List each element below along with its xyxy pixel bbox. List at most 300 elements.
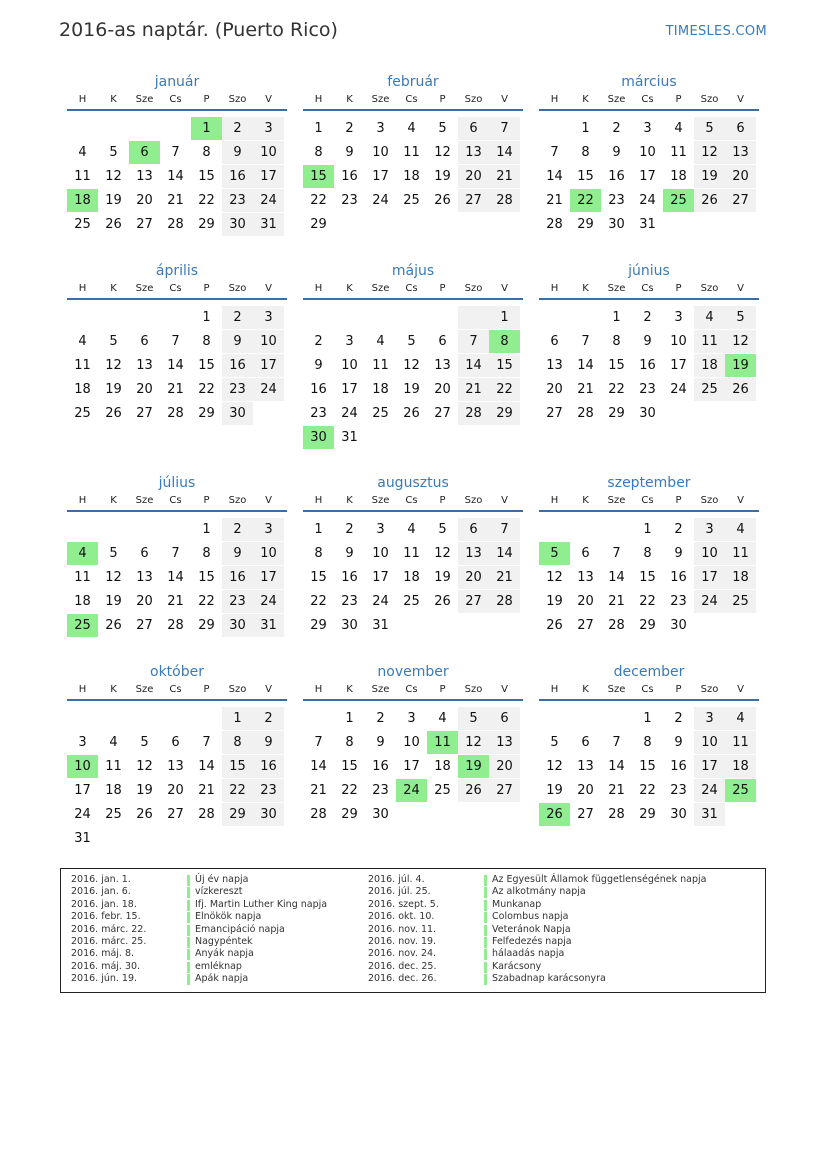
calendar-day: 25 <box>434 783 451 798</box>
calendar-day: 3 <box>345 334 354 349</box>
weekend-empty-cell <box>725 803 756 826</box>
legend-date: 2016. jan. 1. <box>71 874 131 885</box>
calendar-day: 11 <box>403 145 420 160</box>
calendar-day: 16 <box>222 354 253 377</box>
holiday-day: 22 <box>570 189 601 212</box>
month-block <box>539 473 759 680</box>
holiday-day: 25 <box>725 779 756 802</box>
legend-holiday-name: Munkanap <box>492 898 542 910</box>
weekday-label: H <box>314 94 323 105</box>
legend-row <box>368 874 758 887</box>
calendar-day: 5 <box>694 117 725 140</box>
weekday-label: Cs <box>641 283 654 294</box>
calendar-day: 8 <box>314 546 323 561</box>
calendar-day: 22 <box>198 382 215 397</box>
calendar-day: 28 <box>167 406 184 421</box>
weekday-label: Cs <box>641 684 654 695</box>
weekday-label: Szo <box>700 495 719 506</box>
calendar-day: 21 <box>489 566 520 589</box>
calendar-day: 8 <box>202 145 211 160</box>
legend-holiday-name: Colombus napja <box>492 911 569 923</box>
calendar-day: 5 <box>407 334 416 349</box>
calendar-day: 20 <box>136 594 153 609</box>
legend-holiday-name: Ifj. Martin Luther King napja <box>195 898 328 910</box>
weekday-label: Cs <box>169 283 182 294</box>
calendar-day: 4 <box>725 518 756 541</box>
legend-marker <box>187 912 190 923</box>
calendar-day: 1 <box>643 711 652 726</box>
calendar-day: 17 <box>253 354 284 377</box>
calendar-day: 14 <box>198 759 215 774</box>
weekday-label: H <box>550 684 559 695</box>
calendar-day: 11 <box>105 759 122 774</box>
legend-marker <box>484 974 487 985</box>
weekday-label: Sze <box>607 684 626 695</box>
calendar-day: 4 <box>725 707 756 730</box>
holiday-day: 25 <box>663 189 694 212</box>
holiday-day: 19 <box>725 354 756 377</box>
calendar-day: 23 <box>372 783 389 798</box>
days-grid <box>303 300 523 468</box>
legend-holiday-name: Emancipáció napja <box>195 923 285 935</box>
calendar-day: 1 <box>222 707 253 730</box>
calendar-day: 18 <box>403 169 420 184</box>
weekday-label: Cs <box>405 495 418 506</box>
weekday-label: P <box>203 94 210 105</box>
calendar-day: 19 <box>105 594 122 609</box>
month-block <box>67 72 287 279</box>
calendar-day: 5 <box>550 735 559 750</box>
calendar-day: 26 <box>694 189 725 212</box>
weekday-label: V <box>501 495 508 506</box>
calendar-day: 27 <box>136 217 153 232</box>
calendar-day: 20 <box>489 755 520 778</box>
weekday-label: V <box>501 283 508 294</box>
calendar-day: 6 <box>458 117 489 140</box>
calendar-day: 22 <box>310 193 327 208</box>
calendar-day: 26 <box>105 217 122 232</box>
calendar-day: 6 <box>171 735 180 750</box>
weekend-empty-cell <box>458 614 489 637</box>
calendar-day: 7 <box>489 518 520 541</box>
calendar-day: 26 <box>136 807 153 822</box>
calendar-day: 2 <box>674 711 683 726</box>
weekend-empty-cell <box>725 213 756 236</box>
calendar-day: 30 <box>670 618 687 633</box>
legend-marker <box>484 887 487 898</box>
days-grid <box>67 111 287 279</box>
calendar-day: 17 <box>372 570 389 585</box>
calendar-day: 11 <box>74 169 91 184</box>
calendar-day: 12 <box>434 145 451 160</box>
calendar-day: 17 <box>253 566 284 589</box>
calendar-day: 22 <box>198 594 215 609</box>
calendar-day: 8 <box>612 334 621 349</box>
calendar-day: 2 <box>222 518 253 541</box>
calendar-day: 18 <box>725 566 756 589</box>
legend-marker <box>187 937 190 948</box>
weekend-empty-cell <box>694 213 725 236</box>
calendar-day: 3 <box>694 518 725 541</box>
calendar-day: 6 <box>550 334 559 349</box>
month-name: október <box>150 664 204 680</box>
calendar-day: 23 <box>341 594 358 609</box>
weekday-label: H <box>78 495 87 506</box>
brand-logo[interactable]: TIMESLES.COM <box>665 24 767 39</box>
month-block <box>539 662 759 869</box>
calendar-day: 30 <box>372 807 389 822</box>
holiday-day: 4 <box>67 542 98 565</box>
calendar-day: 13 <box>577 759 594 774</box>
calendar-day: 20 <box>725 165 756 188</box>
calendar-day: 14 <box>608 570 625 585</box>
calendar-day: 25 <box>74 217 91 232</box>
calendar-day: 27 <box>136 618 153 633</box>
legend-date: 2016. júl. 25. <box>368 886 431 898</box>
calendar-day: 24 <box>253 189 284 212</box>
calendar-day: 17 <box>670 358 687 373</box>
weekend-empty-cell <box>458 306 489 329</box>
weekend-empty-cell <box>725 614 756 637</box>
calendar-day: 31 <box>639 217 656 232</box>
calendar-day: 15 <box>310 570 327 585</box>
calendar-day: 10 <box>694 542 725 565</box>
legend-date: 2016. jún. 19. <box>71 973 138 985</box>
calendar-day: 9 <box>345 546 354 561</box>
legend-holiday-name: vízkereszt <box>195 886 243 898</box>
calendar-day: 9 <box>674 735 683 750</box>
calendar-day: 31 <box>372 618 389 633</box>
calendar-day: 23 <box>670 783 687 798</box>
calendar-day: 14 <box>167 570 184 585</box>
calendar-day: 29 <box>310 618 327 633</box>
calendar-day: 5 <box>109 546 118 561</box>
calendar-day: 30 <box>670 807 687 822</box>
calendar-day: 29 <box>310 217 327 232</box>
calendar-day: 17 <box>694 755 725 778</box>
holiday-day: 19 <box>458 755 489 778</box>
calendar-day: 20 <box>167 783 184 798</box>
legend-date: 2016. máj. 30. <box>71 960 141 972</box>
calendar-day: 29 <box>639 807 656 822</box>
weekday-label: H <box>550 94 559 105</box>
calendar-day: 7 <box>612 735 621 750</box>
calendar-day: 1 <box>314 522 323 537</box>
calendar-day: 21 <box>458 378 489 401</box>
calendar-day: 4 <box>109 735 118 750</box>
legend-date: 2016. márc. 22. <box>71 923 147 935</box>
weekday-label: Sze <box>371 94 390 105</box>
calendar-day: 3 <box>253 518 284 541</box>
weekday-label: P <box>203 283 210 294</box>
calendar-day: 24 <box>253 590 284 613</box>
calendar-day: 14 <box>167 169 184 184</box>
calendar-day: 20 <box>136 193 153 208</box>
calendar-day: 3 <box>407 711 416 726</box>
calendar-day: 23 <box>253 779 284 802</box>
weekday-header <box>303 92 523 111</box>
holiday-legend <box>60 868 766 993</box>
legend-row <box>368 936 758 949</box>
weekday-label: Cs <box>641 94 654 105</box>
calendar-day: 24 <box>670 382 687 397</box>
weekday-label: K <box>110 684 117 695</box>
weekday-label: Cs <box>169 495 182 506</box>
weekday-label: P <box>675 684 682 695</box>
calendar-day: 12 <box>136 759 153 774</box>
calendar-day: 16 <box>670 570 687 585</box>
calendar-day: 21 <box>546 193 563 208</box>
calendar-day: 3 <box>376 121 385 136</box>
calendar-day: 18 <box>434 759 451 774</box>
weekday-label: K <box>110 495 117 506</box>
legend-row <box>368 924 758 937</box>
month-block <box>303 72 523 279</box>
calendar-day: 23 <box>310 406 327 421</box>
legend-marker <box>187 962 190 973</box>
calendar-day: 18 <box>725 755 756 778</box>
calendar-day: 29 <box>577 217 594 232</box>
legend-marker <box>484 875 487 886</box>
calendar-day: 31 <box>341 430 358 445</box>
weekday-label: Cs <box>169 684 182 695</box>
calendar-day: 24 <box>253 378 284 401</box>
holiday-day: 1 <box>191 117 222 140</box>
calendar-day: 20 <box>458 566 489 589</box>
calendar-day: 10 <box>670 334 687 349</box>
month-block <box>67 473 287 680</box>
legend-marker <box>484 900 487 911</box>
calendar-day: 13 <box>167 759 184 774</box>
calendar-day: 15 <box>198 570 215 585</box>
calendar-day: 26 <box>725 378 756 401</box>
month-block <box>67 261 287 468</box>
legend-holiday-name: Az Egyesült Államok függetlenségének napja <box>492 874 707 885</box>
weekday-header <box>67 493 287 512</box>
calendar-day: 28 <box>546 217 563 232</box>
calendar-day: 13 <box>489 731 520 754</box>
calendar-day: 17 <box>694 566 725 589</box>
legend-marker <box>187 887 190 898</box>
calendar-day: 7 <box>489 117 520 140</box>
calendar-day: 1 <box>643 522 652 537</box>
calendar-day: 24 <box>341 406 358 421</box>
calendar-day: 17 <box>372 169 389 184</box>
weekday-label: Sze <box>607 283 626 294</box>
calendar-day: 13 <box>546 358 563 373</box>
weekend-empty-cell <box>489 803 520 826</box>
weekday-header <box>303 281 523 300</box>
calendar-day: 22 <box>639 783 656 798</box>
calendar-day: 8 <box>643 735 652 750</box>
calendar-day: 7 <box>314 735 323 750</box>
holiday-day: 10 <box>67 755 98 778</box>
days-grid <box>303 512 523 680</box>
weekday-label: Szo <box>228 94 247 105</box>
calendar-day: 18 <box>403 570 420 585</box>
calendar-day: 26 <box>546 618 563 633</box>
weekday-label: Szo <box>700 283 719 294</box>
days-grid <box>539 701 759 869</box>
holiday-day: 5 <box>539 542 570 565</box>
calendar-day: 15 <box>639 570 656 585</box>
calendar-day: 29 <box>639 618 656 633</box>
month-name: május <box>391 263 435 279</box>
calendar-day: 9 <box>253 731 284 754</box>
weekday-label: K <box>582 495 589 506</box>
calendar-day: 12 <box>105 358 122 373</box>
weekend-empty-cell <box>222 827 253 850</box>
calendar-day: 7 <box>171 145 180 160</box>
calendar-day: 21 <box>577 382 594 397</box>
weekday-label: Cs <box>405 283 418 294</box>
calendar-day: 11 <box>725 542 756 565</box>
calendar-day: 27 <box>577 618 594 633</box>
calendar-day: 24 <box>694 779 725 802</box>
calendar-day: 15 <box>198 358 215 373</box>
calendar-day: 30 <box>222 213 253 236</box>
calendar-day: 25 <box>105 807 122 822</box>
calendar-day: 16 <box>639 358 656 373</box>
calendar-day: 28 <box>577 406 594 421</box>
calendar-day: 22 <box>489 378 520 401</box>
calendar-day: 20 <box>546 382 563 397</box>
legend-holiday-name: emléknap <box>195 960 242 972</box>
calendar-day: 24 <box>74 807 91 822</box>
weekday-label: K <box>346 684 353 695</box>
legend-date: 2016. nov. 11. <box>368 923 437 935</box>
calendar-day: 9 <box>222 330 253 353</box>
days-grid <box>67 300 287 468</box>
days-grid <box>67 701 287 869</box>
calendar-day: 7 <box>581 334 590 349</box>
calendar-day: 30 <box>253 803 284 826</box>
calendar-day: 2 <box>674 522 683 537</box>
calendar-day: 28 <box>198 807 215 822</box>
calendar-day: 10 <box>253 330 284 353</box>
calendar-day: 19 <box>694 165 725 188</box>
calendar-day: 24 <box>372 193 389 208</box>
weekday-label: H <box>314 684 323 695</box>
calendar-day: 26 <box>403 406 420 421</box>
calendar-day: 9 <box>314 358 323 373</box>
calendar-day: 23 <box>608 193 625 208</box>
calendar-day: 3 <box>253 306 284 329</box>
weekday-label: Szo <box>228 495 247 506</box>
holiday-day: 25 <box>67 614 98 637</box>
legend-marker <box>187 900 190 911</box>
calendar-day: 6 <box>438 334 447 349</box>
calendar-day: 10 <box>639 145 656 160</box>
legend-holiday-name: Veteránok Napja <box>492 923 571 935</box>
month-name: április <box>155 263 199 279</box>
calendar-day: 28 <box>167 618 184 633</box>
legend-date: 2016. júl. 4. <box>368 874 425 885</box>
calendar-day: 23 <box>222 590 253 613</box>
calendar-day: 15 <box>577 169 594 184</box>
calendar-day: 12 <box>105 169 122 184</box>
calendar-day: 4 <box>78 334 87 349</box>
calendar-day: 28 <box>608 807 625 822</box>
calendar-day: 3 <box>376 522 385 537</box>
calendar-day: 2 <box>643 310 652 325</box>
weekend-empty-cell <box>489 426 520 449</box>
calendar-day: 17 <box>639 169 656 184</box>
calendar-day: 5 <box>438 121 447 136</box>
calendar-day: 5 <box>140 735 149 750</box>
calendar-day: 9 <box>345 145 354 160</box>
calendar-day: 13 <box>434 358 451 373</box>
calendar-day: 13 <box>458 141 489 164</box>
calendar-day: 21 <box>198 783 215 798</box>
weekday-label: V <box>737 684 744 695</box>
legend-holiday-name: Elnökök napja <box>195 911 262 923</box>
calendar-day: 11 <box>74 570 91 585</box>
calendar-day: 21 <box>167 382 184 397</box>
legend-holiday-name: Karácsony <box>492 960 542 972</box>
legend-marker <box>484 962 487 973</box>
calendar-day: 30 <box>341 618 358 633</box>
calendar-day: 20 <box>136 382 153 397</box>
calendar-day: 13 <box>136 169 153 184</box>
calendar-day: 9 <box>643 334 652 349</box>
calendar-day: 13 <box>725 141 756 164</box>
weekday-header <box>539 281 759 300</box>
calendar-day: 10 <box>403 735 420 750</box>
calendar-day: 17 <box>74 783 91 798</box>
calendar-day: 8 <box>314 145 323 160</box>
calendar-day: 12 <box>725 330 756 353</box>
calendar-day: 18 <box>74 594 91 609</box>
holiday-day: 30 <box>303 426 334 449</box>
weekday-header <box>539 493 759 512</box>
calendar-day: 10 <box>372 145 389 160</box>
calendar-day: 19 <box>105 382 122 397</box>
weekday-label: K <box>582 94 589 105</box>
calendar-day: 6 <box>581 546 590 561</box>
holiday-day: 18 <box>67 189 98 212</box>
calendar-day: 12 <box>694 141 725 164</box>
legend-date: 2016. jan. 18. <box>71 898 137 910</box>
calendar-day: 8 <box>345 735 354 750</box>
calendar-day: 4 <box>438 711 447 726</box>
calendar-day: 29 <box>198 618 215 633</box>
legend-date: 2016. jan. 6. <box>71 886 131 898</box>
weekday-label: V <box>501 684 508 695</box>
weekday-label: P <box>675 283 682 294</box>
weekday-label: Szo <box>700 94 719 105</box>
calendar-day: 31 <box>253 614 284 637</box>
weekday-label: P <box>675 495 682 506</box>
calendar-day: 9 <box>674 546 683 561</box>
calendar-day: 21 <box>489 165 520 188</box>
weekday-header <box>67 92 287 111</box>
calendar-day: 23 <box>670 594 687 609</box>
weekday-label: Szo <box>464 684 483 695</box>
weekday-label: V <box>265 283 272 294</box>
calendar-day: 5 <box>438 522 447 537</box>
weekday-label: Sze <box>135 684 154 695</box>
calendar-day: 18 <box>670 169 687 184</box>
calendar-day: 7 <box>202 735 211 750</box>
calendar-day: 18 <box>694 354 725 377</box>
calendar-day: 1 <box>345 711 354 726</box>
calendar-day: 29 <box>198 217 215 232</box>
weekday-label: Sze <box>135 94 154 105</box>
calendar-day: 2 <box>253 707 284 730</box>
weekday-header <box>303 493 523 512</box>
calendar-day: 18 <box>74 382 91 397</box>
